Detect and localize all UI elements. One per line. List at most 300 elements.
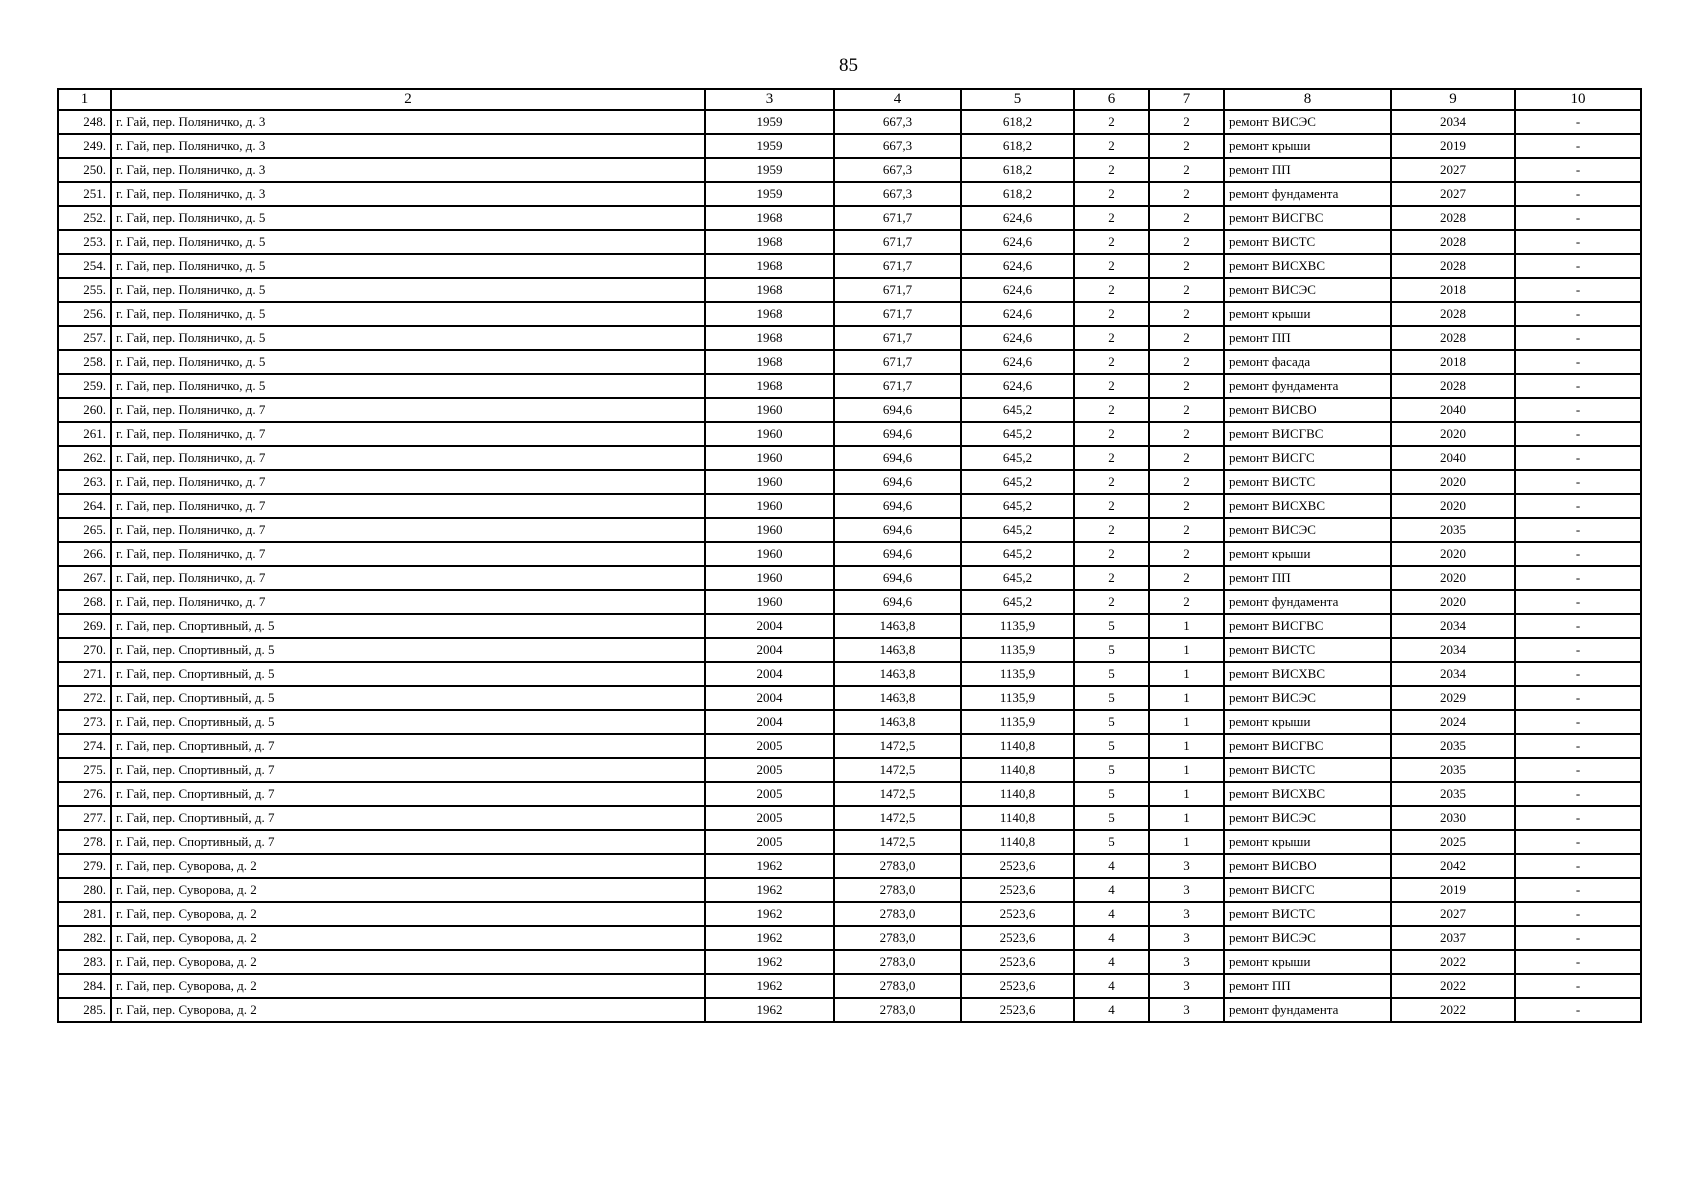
year-built-cell: 2004 (705, 662, 834, 686)
address-cell: г. Гай, пер. Спортивный, д. 7 (111, 758, 705, 782)
year-built-cell: 1960 (705, 566, 834, 590)
repair-year-cell: 2020 (1391, 590, 1515, 614)
row-number-cell: 279. (58, 854, 111, 878)
address-cell: г. Гай, пер. Суворова, д. 2 (111, 854, 705, 878)
floors-cell: 2 (1074, 446, 1149, 470)
living-area-cell: 624,6 (961, 230, 1074, 254)
table-row (58, 398, 1641, 422)
year-built-cell: 1968 (705, 254, 834, 278)
floors-cell: 2 (1074, 182, 1149, 206)
entrances-cell: 3 (1149, 902, 1224, 926)
entrances-cell: 2 (1149, 182, 1224, 206)
row-number-cell: 282. (58, 926, 111, 950)
repair-year-cell: 2025 (1391, 830, 1515, 854)
year-built-cell: 1960 (705, 470, 834, 494)
total-area-cell: 1463,8 (834, 710, 961, 734)
year-built-cell: 1962 (705, 854, 834, 878)
note-cell: - (1515, 110, 1641, 134)
living-area-cell: 2523,6 (961, 854, 1074, 878)
floors-cell: 5 (1074, 710, 1149, 734)
repair-year-cell: 2027 (1391, 158, 1515, 182)
year-built-cell: 1960 (705, 590, 834, 614)
living-area-cell: 2523,6 (961, 926, 1074, 950)
repair-year-cell: 2020 (1391, 494, 1515, 518)
row-number-cell: 269. (58, 614, 111, 638)
table-row (58, 806, 1641, 830)
floors-cell: 2 (1074, 398, 1149, 422)
total-area-cell: 671,7 (834, 374, 961, 398)
column-header: 5 (961, 89, 1074, 110)
entrances-cell: 1 (1149, 782, 1224, 806)
total-area-cell: 671,7 (834, 206, 961, 230)
total-area-cell: 2783,0 (834, 878, 961, 902)
address-cell: г. Гай, пер. Спортивный, д. 5 (111, 686, 705, 710)
total-area-cell: 2783,0 (834, 926, 961, 950)
row-number-cell: 248. (58, 110, 111, 134)
repair-year-cell: 2042 (1391, 854, 1515, 878)
address-cell: г. Гай, пер. Поляничко, д. 5 (111, 254, 705, 278)
entrances-cell: 1 (1149, 830, 1224, 854)
address-cell: г. Гай, пер. Поляничко, д. 3 (111, 110, 705, 134)
floors-cell: 2 (1074, 542, 1149, 566)
entrances-cell: 2 (1149, 326, 1224, 350)
repair-year-cell: 2034 (1391, 638, 1515, 662)
repair-year-cell: 2020 (1391, 470, 1515, 494)
repair-type-cell: ремонт ВИСЭС (1224, 686, 1391, 710)
floors-cell: 5 (1074, 830, 1149, 854)
repair-type-cell: ремонт ВИСТС (1224, 638, 1391, 662)
living-area-cell: 1135,9 (961, 686, 1074, 710)
living-area-cell: 1135,9 (961, 638, 1074, 662)
entrances-cell: 2 (1149, 590, 1224, 614)
year-built-cell: 1962 (705, 998, 834, 1022)
living-area-cell: 618,2 (961, 134, 1074, 158)
living-area-cell: 645,2 (961, 398, 1074, 422)
entrances-cell: 2 (1149, 158, 1224, 182)
address-cell: г. Гай, пер. Спортивный, д. 5 (111, 662, 705, 686)
repair-type-cell: ремонт крыши (1224, 950, 1391, 974)
row-number-cell: 273. (58, 710, 111, 734)
total-area-cell: 694,6 (834, 422, 961, 446)
entrances-cell: 2 (1149, 446, 1224, 470)
living-area-cell: 1135,9 (961, 614, 1074, 638)
total-area-cell: 1472,5 (834, 758, 961, 782)
address-cell: г. Гай, пер. Поляничко, д. 7 (111, 398, 705, 422)
repair-year-cell: 2019 (1391, 134, 1515, 158)
repair-type-cell: ремонт крыши (1224, 710, 1391, 734)
floors-cell: 4 (1074, 854, 1149, 878)
table-row (58, 494, 1641, 518)
living-area-cell: 645,2 (961, 590, 1074, 614)
floors-cell: 5 (1074, 758, 1149, 782)
row-number-cell: 263. (58, 470, 111, 494)
entrances-cell: 3 (1149, 926, 1224, 950)
repair-type-cell: ремонт ВИСВО (1224, 854, 1391, 878)
total-area-cell: 694,6 (834, 566, 961, 590)
floors-cell: 5 (1074, 686, 1149, 710)
living-area-cell: 618,2 (961, 158, 1074, 182)
repair-type-cell: ремонт ВИСГС (1224, 446, 1391, 470)
repair-type-cell: ремонт ПП (1224, 566, 1391, 590)
repair-year-cell: 2028 (1391, 374, 1515, 398)
repair-year-cell: 2027 (1391, 902, 1515, 926)
table-row (58, 254, 1641, 278)
floors-cell: 2 (1074, 134, 1149, 158)
year-built-cell: 1960 (705, 518, 834, 542)
year-built-cell: 1962 (705, 950, 834, 974)
repair-type-cell: ремонт крыши (1224, 542, 1391, 566)
total-area-cell: 694,6 (834, 470, 961, 494)
floors-cell: 2 (1074, 302, 1149, 326)
note-cell: - (1515, 446, 1641, 470)
address-cell: г. Гай, пер. Поляничко, д. 7 (111, 470, 705, 494)
row-number-cell: 284. (58, 974, 111, 998)
note-cell: - (1515, 782, 1641, 806)
note-cell: - (1515, 974, 1641, 998)
table-row (58, 710, 1641, 734)
note-cell: - (1515, 662, 1641, 686)
table-row (58, 998, 1641, 1022)
table-row (58, 854, 1641, 878)
note-cell: - (1515, 830, 1641, 854)
repair-year-cell: 2020 (1391, 422, 1515, 446)
year-built-cell: 1960 (705, 398, 834, 422)
row-number-cell: 271. (58, 662, 111, 686)
year-built-cell: 1968 (705, 350, 834, 374)
table-row (58, 734, 1641, 758)
repair-year-cell: 2040 (1391, 398, 1515, 422)
address-cell: г. Гай, пер. Поляничко, д. 5 (111, 374, 705, 398)
floors-cell: 2 (1074, 110, 1149, 134)
total-area-cell: 671,7 (834, 326, 961, 350)
living-area-cell: 645,2 (961, 470, 1074, 494)
repair-type-cell: ремонт фундамента (1224, 998, 1391, 1022)
total-area-cell: 1472,5 (834, 782, 961, 806)
entrances-cell: 3 (1149, 974, 1224, 998)
entrances-cell: 2 (1149, 470, 1224, 494)
row-number-cell: 267. (58, 566, 111, 590)
table-row (58, 758, 1641, 782)
total-area-cell: 2783,0 (834, 950, 961, 974)
entrances-cell: 2 (1149, 230, 1224, 254)
row-number-cell: 266. (58, 542, 111, 566)
note-cell: - (1515, 374, 1641, 398)
living-area-cell: 1135,9 (961, 662, 1074, 686)
living-area-cell: 645,2 (961, 446, 1074, 470)
living-area-cell: 624,6 (961, 350, 1074, 374)
table-row (58, 590, 1641, 614)
repair-year-cell: 2037 (1391, 926, 1515, 950)
year-built-cell: 2004 (705, 614, 834, 638)
entrances-cell: 2 (1149, 374, 1224, 398)
repair-year-cell: 2034 (1391, 110, 1515, 134)
entrances-cell: 2 (1149, 518, 1224, 542)
repair-year-cell: 2027 (1391, 182, 1515, 206)
address-cell: г. Гай, пер. Поляничко, д. 5 (111, 350, 705, 374)
floors-cell: 2 (1074, 374, 1149, 398)
row-number-cell: 256. (58, 302, 111, 326)
table-row (58, 134, 1641, 158)
year-built-cell: 1960 (705, 446, 834, 470)
entrances-cell: 1 (1149, 614, 1224, 638)
address-cell: г. Гай, пер. Суворова, д. 2 (111, 998, 705, 1022)
row-number-cell: 250. (58, 158, 111, 182)
repair-year-cell: 2034 (1391, 614, 1515, 638)
table-row (58, 374, 1641, 398)
floors-cell: 4 (1074, 878, 1149, 902)
floors-cell: 2 (1074, 566, 1149, 590)
table-row (58, 902, 1641, 926)
note-cell: - (1515, 734, 1641, 758)
year-built-cell: 2005 (705, 806, 834, 830)
note-cell: - (1515, 302, 1641, 326)
repair-year-cell: 2035 (1391, 518, 1515, 542)
table-row (58, 446, 1641, 470)
floors-cell: 2 (1074, 518, 1149, 542)
repair-type-cell: ремонт ВИСВО (1224, 398, 1391, 422)
table-row (58, 566, 1641, 590)
total-area-cell: 667,3 (834, 134, 961, 158)
address-cell: г. Гай, пер. Поляничко, д. 5 (111, 230, 705, 254)
row-number-cell: 270. (58, 638, 111, 662)
entrances-cell: 2 (1149, 278, 1224, 302)
address-cell: г. Гай, пер. Поляничко, д. 5 (111, 206, 705, 230)
address-cell: г. Гай, пер. Поляничко, д. 3 (111, 134, 705, 158)
repair-type-cell: ремонт ВИСЭС (1224, 278, 1391, 302)
entrances-cell: 2 (1149, 566, 1224, 590)
address-cell: г. Гай, пер. Поляничко, д. 3 (111, 182, 705, 206)
total-area-cell: 1463,8 (834, 686, 961, 710)
row-number-cell: 255. (58, 278, 111, 302)
repair-schedule-table (57, 88, 1642, 1023)
table-row (58, 206, 1641, 230)
entrances-cell: 1 (1149, 806, 1224, 830)
floors-cell: 4 (1074, 950, 1149, 974)
note-cell: - (1515, 278, 1641, 302)
table-row (58, 614, 1641, 638)
note-cell: - (1515, 206, 1641, 230)
living-area-cell: 2523,6 (961, 998, 1074, 1022)
year-built-cell: 1968 (705, 278, 834, 302)
address-cell: г. Гай, пер. Поляничко, д. 7 (111, 590, 705, 614)
total-area-cell: 667,3 (834, 182, 961, 206)
repair-type-cell: ремонт ВИСХВС (1224, 662, 1391, 686)
year-built-cell: 2004 (705, 638, 834, 662)
year-built-cell: 2004 (705, 710, 834, 734)
floors-cell: 5 (1074, 782, 1149, 806)
year-built-cell: 1959 (705, 158, 834, 182)
total-area-cell: 667,3 (834, 158, 961, 182)
year-built-cell: 1960 (705, 422, 834, 446)
floors-cell: 2 (1074, 206, 1149, 230)
repair-type-cell: ремонт крыши (1224, 134, 1391, 158)
year-built-cell: 1962 (705, 974, 834, 998)
repair-year-cell: 2035 (1391, 782, 1515, 806)
note-cell: - (1515, 614, 1641, 638)
column-header: 3 (705, 89, 834, 110)
address-cell: г. Гай, пер. Спортивный, д. 5 (111, 614, 705, 638)
table-row (58, 950, 1641, 974)
row-number-cell: 265. (58, 518, 111, 542)
entrances-cell: 1 (1149, 734, 1224, 758)
repair-type-cell: ремонт ВИСЭС (1224, 110, 1391, 134)
row-number-cell: 277. (58, 806, 111, 830)
column-header: 7 (1149, 89, 1224, 110)
table-row (58, 830, 1641, 854)
repair-type-cell: ремонт ВИСГВС (1224, 422, 1391, 446)
table-row (58, 230, 1641, 254)
row-number-cell: 280. (58, 878, 111, 902)
repair-year-cell: 2019 (1391, 878, 1515, 902)
year-built-cell: 1968 (705, 374, 834, 398)
floors-cell: 2 (1074, 158, 1149, 182)
address-cell: г. Гай, пер. Спортивный, д. 5 (111, 710, 705, 734)
repair-type-cell: ремонт ВИСГС (1224, 878, 1391, 902)
table-row (58, 326, 1641, 350)
year-built-cell: 1959 (705, 110, 834, 134)
year-built-cell: 1959 (705, 134, 834, 158)
table-row (58, 302, 1641, 326)
row-number-cell: 278. (58, 830, 111, 854)
address-cell: г. Гай, пер. Спортивный, д. 7 (111, 782, 705, 806)
floors-cell: 2 (1074, 278, 1149, 302)
note-cell: - (1515, 950, 1641, 974)
floors-cell: 2 (1074, 326, 1149, 350)
year-built-cell: 1962 (705, 902, 834, 926)
living-area-cell: 618,2 (961, 182, 1074, 206)
floors-cell: 2 (1074, 350, 1149, 374)
total-area-cell: 671,7 (834, 302, 961, 326)
total-area-cell: 694,6 (834, 494, 961, 518)
floors-cell: 4 (1074, 902, 1149, 926)
repair-type-cell: ремонт фундамента (1224, 182, 1391, 206)
entrances-cell: 2 (1149, 110, 1224, 134)
floors-cell: 5 (1074, 734, 1149, 758)
living-area-cell: 624,6 (961, 254, 1074, 278)
living-area-cell: 618,2 (961, 110, 1074, 134)
total-area-cell: 671,7 (834, 230, 961, 254)
living-area-cell: 624,6 (961, 206, 1074, 230)
living-area-cell: 1140,8 (961, 758, 1074, 782)
repair-type-cell: ремонт ВИСГВС (1224, 206, 1391, 230)
repair-type-cell: ремонт ПП (1224, 326, 1391, 350)
repair-year-cell: 2028 (1391, 254, 1515, 278)
living-area-cell: 2523,6 (961, 878, 1074, 902)
entrances-cell: 2 (1149, 134, 1224, 158)
address-cell: г. Гай, пер. Поляничко, д. 7 (111, 518, 705, 542)
total-area-cell: 1472,5 (834, 734, 961, 758)
row-number-cell: 253. (58, 230, 111, 254)
year-built-cell: 1962 (705, 878, 834, 902)
living-area-cell: 1135,9 (961, 710, 1074, 734)
repair-year-cell: 2022 (1391, 974, 1515, 998)
note-cell: - (1515, 638, 1641, 662)
repair-year-cell: 2028 (1391, 326, 1515, 350)
row-number-cell: 259. (58, 374, 111, 398)
address-cell: г. Гай, пер. Спортивный, д. 5 (111, 638, 705, 662)
note-cell: - (1515, 494, 1641, 518)
note-cell: - (1515, 542, 1641, 566)
address-cell: г. Гай, пер. Поляничко, д. 7 (111, 566, 705, 590)
entrances-cell: 3 (1149, 878, 1224, 902)
repair-type-cell: ремонт ВИСЭС (1224, 518, 1391, 542)
column-header: 8 (1224, 89, 1391, 110)
total-area-cell: 1463,8 (834, 638, 961, 662)
living-area-cell: 1140,8 (961, 734, 1074, 758)
note-cell: - (1515, 998, 1641, 1022)
table-row (58, 422, 1641, 446)
table-body (58, 110, 1641, 1022)
repair-type-cell: ремонт ВИСХВС (1224, 782, 1391, 806)
table-row (58, 542, 1641, 566)
year-built-cell: 1962 (705, 926, 834, 950)
address-cell: г. Гай, пер. Суворова, д. 2 (111, 974, 705, 998)
table-row (58, 518, 1641, 542)
living-area-cell: 624,6 (961, 374, 1074, 398)
note-cell: - (1515, 878, 1641, 902)
table-row (58, 350, 1641, 374)
entrances-cell: 2 (1149, 206, 1224, 230)
living-area-cell: 624,6 (961, 326, 1074, 350)
repair-year-cell: 2030 (1391, 806, 1515, 830)
repair-type-cell: ремонт ВИСТС (1224, 470, 1391, 494)
table-row (58, 182, 1641, 206)
total-area-cell: 671,7 (834, 254, 961, 278)
living-area-cell: 645,2 (961, 518, 1074, 542)
repair-year-cell: 2028 (1391, 230, 1515, 254)
year-built-cell: 2005 (705, 782, 834, 806)
table-row (58, 638, 1641, 662)
total-area-cell: 2783,0 (834, 902, 961, 926)
year-built-cell: 1960 (705, 494, 834, 518)
table-row (58, 662, 1641, 686)
row-number-cell: 276. (58, 782, 111, 806)
repair-type-cell: ремонт ВИСТС (1224, 758, 1391, 782)
year-built-cell: 1959 (705, 182, 834, 206)
floors-cell: 5 (1074, 638, 1149, 662)
row-number-cell: 249. (58, 134, 111, 158)
repair-type-cell: ремонт крыши (1224, 830, 1391, 854)
row-number-cell: 283. (58, 950, 111, 974)
year-built-cell: 1960 (705, 542, 834, 566)
entrances-cell: 1 (1149, 638, 1224, 662)
row-number-cell: 251. (58, 182, 111, 206)
table-row (58, 782, 1641, 806)
floors-cell: 5 (1074, 662, 1149, 686)
address-cell: г. Гай, пер. Поляничко, д. 5 (111, 278, 705, 302)
year-built-cell: 2005 (705, 758, 834, 782)
repair-year-cell: 2028 (1391, 302, 1515, 326)
floors-cell: 2 (1074, 254, 1149, 278)
living-area-cell: 645,2 (961, 566, 1074, 590)
total-area-cell: 694,6 (834, 542, 961, 566)
entrances-cell: 3 (1149, 998, 1224, 1022)
note-cell: - (1515, 710, 1641, 734)
total-area-cell: 1472,5 (834, 830, 961, 854)
repair-type-cell: ремонт ПП (1224, 974, 1391, 998)
total-area-cell: 667,3 (834, 110, 961, 134)
row-number-cell: 274. (58, 734, 111, 758)
note-cell: - (1515, 230, 1641, 254)
repair-year-cell: 2035 (1391, 758, 1515, 782)
repair-year-cell: 2022 (1391, 998, 1515, 1022)
address-cell: г. Гай, пер. Поляничко, д. 7 (111, 542, 705, 566)
total-area-cell: 1463,8 (834, 662, 961, 686)
column-header: 4 (834, 89, 961, 110)
entrances-cell: 1 (1149, 686, 1224, 710)
living-area-cell: 2523,6 (961, 974, 1074, 998)
note-cell: - (1515, 518, 1641, 542)
